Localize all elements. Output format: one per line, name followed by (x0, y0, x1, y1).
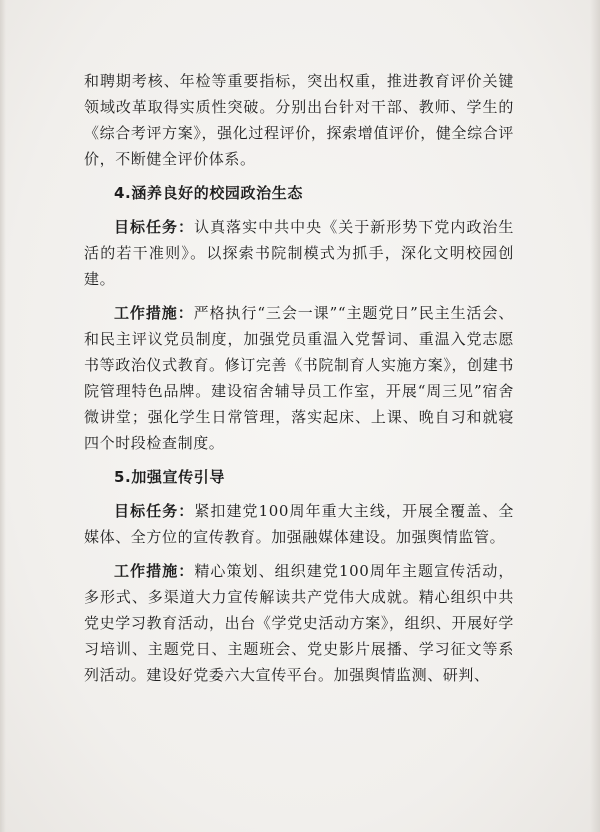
section-5-measures-text: 精心策划、组织建党100周年主题宣传活动，多形式、多渠道大力宣传解读共产党伟大成就。精心组织中共党史学习教育活动，出台《学党史活动方案》，组织、开展好学习培训、主题党日、主题班会、党史影片展播、学习征文等系列活动。建设好党委六大宣传平台。加强舆情监测、研判、 (84, 562, 514, 684)
section-4-measures-paragraph (84, 300, 514, 456)
section-5-measures-label: 工作措施： (114, 562, 195, 580)
section-5-measures-paragraph (84, 558, 514, 688)
section-5-heading (84, 464, 514, 490)
section-4-heading-text: 4.涵养良好的校园政治生态 (114, 184, 303, 202)
section-4-heading (84, 180, 514, 206)
section-5-goal-text: 紧扣建党100周年重大主线，开展全覆盖、全媒体、全方位的宣传教育。加强融媒体建设。加强舆情监管。 (84, 502, 514, 546)
section-4-measures-label: 工作措施： (114, 304, 194, 322)
section-4-goal-paragraph (84, 214, 514, 292)
section-4-goal-label: 目标任务： (114, 218, 195, 236)
page-edge-right (590, 0, 600, 832)
section-5-heading-text: 5.加强宣传引导 (114, 468, 225, 486)
section-5-goal-label: 目标任务： (114, 502, 195, 520)
intro-paragraph: 和聘期考核、年检等重要指标，突出权重，推进教育评价关键领域改革取得实质性突破。分别出台针对干部、教师、学生的《综合考评方案》，强化过程评价，探索增值评价，健全综合评价，不断健全评价体系。 (84, 72, 514, 168)
section-4-measures-text: 严格执行“三会一课”“主题党日”民主生活会、和民主评议党员制度，加强党员重温入党誓词、重温入党志愿书等政治仪式教育。修订完善《书院制育人实施方案》，创建书院管理特色品牌。建设宿舍辅导员工作室，开展“周三见”宿舍微讲堂；强化学生日常管理，落实起床、上课、晚自习和就寝四个时段检查制度。 (84, 304, 514, 452)
section-4-goal-text: 认真落实中共中央《关于新形势下党内政治生活的若干准则》。以探索书院制模式为抓手，深化文明校园创建。 (84, 218, 514, 288)
section-5-goal-paragraph (84, 498, 514, 550)
page-edge-left (0, 0, 6, 832)
document-body (84, 68, 514, 688)
